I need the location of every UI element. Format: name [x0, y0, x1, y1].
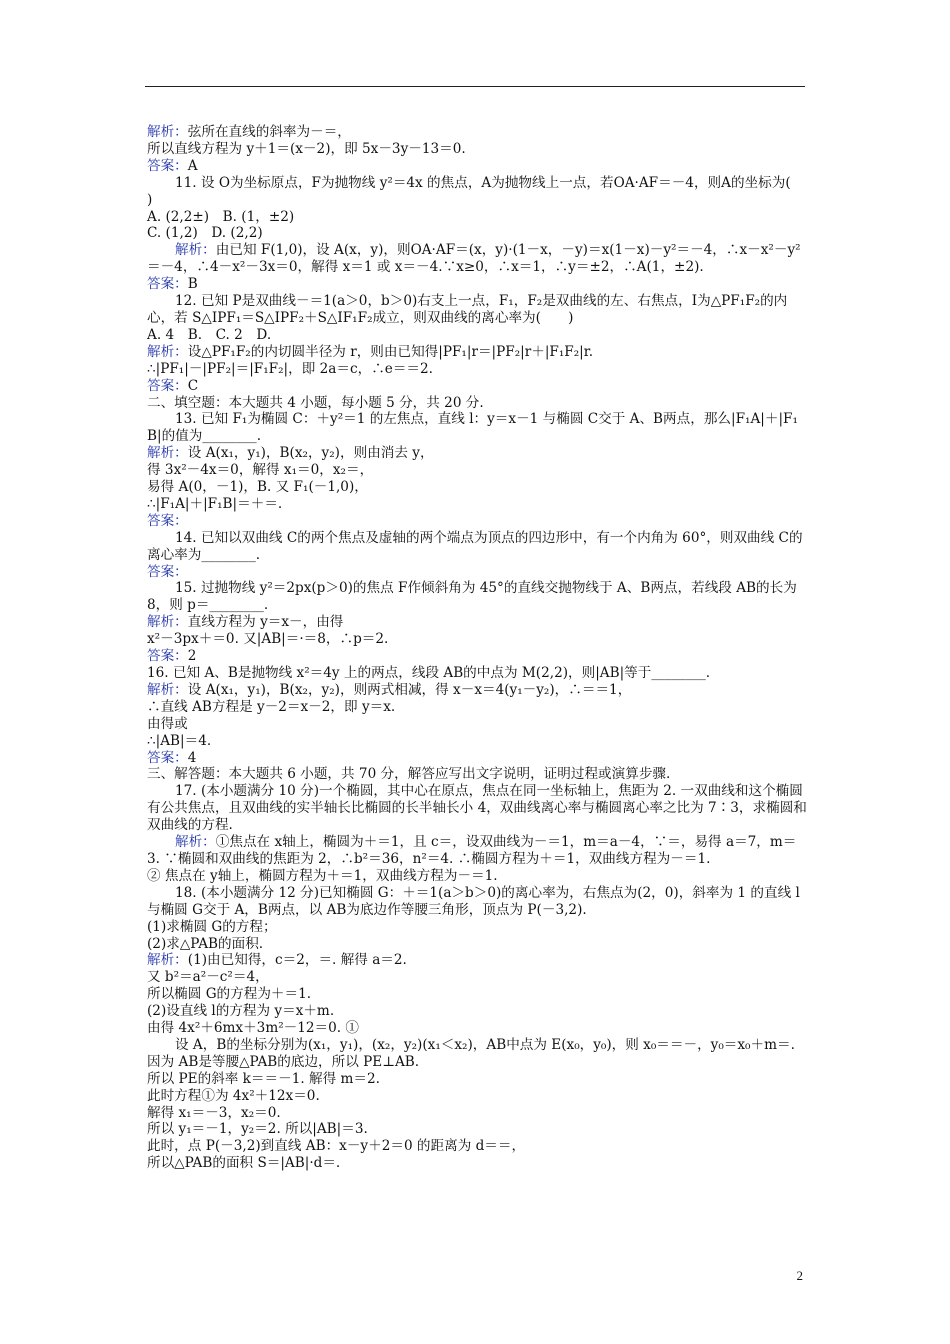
text-line [147, 631, 807, 648]
text-line [147, 1003, 807, 1020]
text-line [147, 1088, 807, 1105]
text-line [147, 1138, 807, 1155]
analysis-label: 解析： [175, 834, 216, 851]
line-text: A. 4 B. C. 2 D. [147, 326, 272, 343]
text-line [147, 158, 807, 175]
text-line [147, 344, 807, 361]
text-line [147, 1155, 807, 1172]
line-text: 设 A(x₁，y₁)，B(x₂，y₂)，则两式相减，得 x－x＝4(y₁－y₂)，∴＝＝1， [187, 681, 632, 698]
analysis-label: 解析： [147, 124, 188, 140]
text-line [147, 969, 807, 986]
line-text: 由已知 F(1,0)，设 A(x，y)，则OA·AF＝(x，y)·(1－x，－y)＝x(1－x)－y²＝－4，∴x－x²－y²＝－4，∴4－x²－3x＝0，解得 x＝1 或 x＝－4.∵x≥0，∴x＝1，∴y＝±2，∴A(1，±2). [147, 242, 801, 276]
text-line [147, 1054, 807, 1071]
text-line [147, 513, 807, 530]
line-text: 17. (本小题满分 10 分)一个椭圆，其中心在原点，焦点在同一坐标轴上，焦距为 2. 一双曲线和这个椭圆有公共焦点，且双曲线的实半轴长比椭圆的长半轴长小 4，双曲线离心率与椭圆离心率之比为 7∶3，求椭圆和双曲线的方程. [147, 783, 807, 834]
text-line [147, 1105, 807, 1122]
text-line [147, 716, 807, 733]
analysis-label: 解析： [175, 242, 216, 259]
line-text: 设 A，B的坐标分别为(x₁，y₁)，(x₂，y₂)(x₁＜x₂)，AB中点为 E(x₀，y₀)，则 x₀＝＝－，y₀＝x₀＋m＝. [175, 1036, 795, 1053]
line-text: 此时方程①为 4x²＋12x＝0. [147, 1087, 320, 1104]
text-line [147, 411, 807, 445]
text-line [147, 361, 807, 378]
line-text: 所以直线方程为 y＋1＝(x－2)，即 5x－3y－13＝0. [147, 140, 466, 157]
line-text: 14. 已知以双曲线 C的两个焦点及虚轴的两个端点为顶点的四边形中，有一个内角为 60°，则双曲线 C的离心率为________. [147, 529, 803, 563]
analysis-label: 解析： [147, 681, 188, 698]
line-text: 13. 已知 F₁为椭圆 C：＋y²＝1 的左焦点，直线 l：y＝x－1 与椭圆 C交于 A、B两点，那么|F₁A|＋|F₁B|的值为________. [147, 411, 798, 445]
line-text: 16. 已知 A、B是抛物线 x²＝4y 上的两点，线段 AB的中点为 M(2,2)，则|AB|等于________. [147, 665, 711, 681]
text-line [147, 580, 807, 614]
line-text: 解得 x₁＝－3，x₂＝0. [147, 1104, 281, 1121]
line-text: 又 b²＝a²－c²＝4， [147, 969, 269, 986]
text-line [147, 276, 807, 293]
line-text: x²－3px＋＝0. 又|AB|＝·＝8，∴p＝2. [147, 631, 389, 648]
line-text: 12. 已知 P是双曲线－＝1(a＞0，b＞0)右支上一点，F₁，F₂是双曲线的左、右焦点，I为△PF₁F₂的内心，若 S△IPF₁＝S△IPF₂＋S△IF₁F₂成立，则双曲线的离心率为( ) [147, 293, 788, 326]
answer-label: 答案： [147, 749, 188, 766]
line-text: 得 3x²－4x＝0，解得 x₁＝0，x₂＝， [147, 462, 374, 479]
analysis-label: 解析： [147, 952, 188, 969]
line-text: 11. 设 O为坐标原点，F为抛物线 y²＝4x 的焦点，A为抛物线上一点，若OA·AF＝－4，则A的坐标为( ) [147, 174, 818, 208]
text-line [147, 242, 807, 276]
text-line [147, 682, 807, 699]
text-line [147, 868, 807, 885]
text-line [147, 665, 807, 682]
line-text: 2 [187, 648, 197, 665]
text-line [147, 699, 807, 716]
answer-label: 答案： [147, 563, 188, 580]
line-text: (1)求椭圆 G的方程； [147, 918, 277, 935]
line-text: 由得或 [147, 715, 188, 732]
text-line [147, 378, 807, 395]
line-text: 所以△PAB的面积 S＝|AB|·d＝. [147, 1155, 341, 1172]
text-line [147, 445, 807, 462]
text-line [147, 834, 807, 868]
line-text: (2)求△PAB的面积. [147, 935, 264, 952]
line-text: 由得 4x²＋6mx＋3m²－12＝0. ① [147, 1020, 360, 1037]
line-text: 弦所在直线的斜率为－＝， [187, 124, 351, 140]
text-line [147, 479, 807, 496]
analysis-label: 解析： [147, 445, 188, 462]
line-text: 所以 y₁＝－1，y₂＝2. 所以|AB|＝3. [147, 1121, 368, 1138]
line-text: 此时，点 P(－3,2)到直线 AB：x－y＋2＝0 的距离为 d＝＝， [147, 1138, 526, 1155]
line-text: 15. 过抛物线 y²＝2px(p＞0)的焦点 F作倾斜角为 45°的直线交抛物线于 A、B两点，若线段 AB的长为 8，则 p＝________. [147, 580, 797, 614]
line-text: ② 焦点在 y轴上，椭圆方程为＋＝1，双曲线方程为－＝1. [147, 867, 498, 884]
text-line [147, 1071, 807, 1088]
text-line [147, 952, 807, 969]
line-text: C [187, 377, 199, 394]
text-line [147, 766, 807, 783]
analysis-label: 解析： [147, 614, 188, 631]
page-number: 2 [796, 1268, 803, 1283]
text-line [147, 530, 807, 564]
text-line [147, 141, 807, 158]
text-line [147, 648, 807, 665]
analysis-label: 解析： [147, 343, 188, 360]
line-text: ∴直线 AB方程是 y－2＝x－2，即 y＝x. [147, 698, 396, 715]
text-line [147, 1121, 807, 1138]
line-text: ∴|PF₁|－|PF₂|＝|F₁F₂|，即 2a＝c，∴e＝＝2. [147, 360, 433, 377]
text-line [147, 919, 807, 936]
line-text: ∴|AB|＝4. [147, 732, 212, 749]
text-line [147, 750, 807, 767]
page-body [147, 124, 818, 1172]
text-line [147, 885, 807, 919]
line-text: (1)由已知得，c＝2，＝. 解得 a＝2. [187, 952, 407, 969]
line-text: 18. (本小题满分 12 分)已知椭圆 G：＋＝1(a＞b＞0)的离心率为，右焦点为(2，0)，斜率为 1 的直线 l与椭圆 G交于 A，B两点，以 AB为底边作等腰三角形，顶点为 P(－3,2). [147, 884, 800, 918]
line-text: 三、解答题：本大题共 6 小题，共 70 分，解答应写出文字说明，证明过程或演算步骤. [147, 766, 671, 783]
line-text: 所以椭圆 G的方程为＋＝1. [147, 986, 312, 1003]
line-text: B [187, 276, 198, 293]
text-line [147, 564, 807, 581]
text-line [147, 174, 818, 209]
answer-label: 答案： [147, 648, 188, 665]
answer-label: 答案： [147, 276, 188, 293]
line-text: ∴|F₁A|＋|F₁B|＝＋＝. [147, 495, 283, 512]
text-line [147, 327, 807, 344]
text-line [147, 936, 807, 953]
line-text: A. (2,2±) B. (1，±2) [147, 208, 295, 225]
line-text: 因为 AB是等腰△PAB的底边，所以 PE⊥AB. [147, 1053, 420, 1070]
line-text: 设△PF₁F₂的内切圆半径为 r，则由已知得|PF₁|r＝|PF₂|r＋|F₁F₂|r. [187, 343, 594, 360]
header-rule [145, 86, 805, 87]
line-text: A [187, 157, 198, 174]
text-line [147, 1020, 807, 1037]
text-line [147, 733, 807, 750]
text-line [147, 462, 807, 479]
line-text: 4 [187, 749, 197, 766]
answer-label: 答案： [147, 377, 188, 394]
line-text: 设 A(x₁，y₁)，B(x₂，y₂)，则由消去 y， [187, 445, 434, 462]
text-line [147, 209, 807, 226]
text-line [147, 986, 807, 1003]
text-line [147, 496, 807, 513]
text-line [147, 1037, 807, 1054]
line-text: 易得 A(0，－1)，B. 又 F₁(－1,0)， [147, 479, 368, 496]
text-line [147, 124, 807, 141]
line-text: 所以 PE的斜率 k＝＝－1. 解得 m＝2. [147, 1070, 380, 1087]
text-line [147, 614, 807, 631]
answer-label: 答案： [147, 512, 188, 529]
line-text: (2)设直线 l的方程为 y＝x＋m. [147, 1003, 335, 1020]
text-line [147, 293, 807, 327]
line-text: 直线方程为 y＝x－，由得 [187, 614, 344, 631]
text-line [147, 225, 807, 242]
line-text: 二、填空题：本大题共 4 小题，每小题 5 分，共 20 分. [147, 394, 484, 411]
answer-label: 答案： [147, 157, 188, 174]
text-line [147, 783, 807, 834]
line-text: ①焦点在 x轴上，椭圆为＋＝1，且 c＝，设双曲线为－＝1，m＝a－4，∵＝，易得 a＝7，m＝3. ∵椭圆和双曲线的焦距为 2，∴b²＝36，n²＝4. ∴椭圆方程为＋＝1，双曲线方程为－＝1. [147, 834, 797, 867]
line-text: C. (1,2) D. (2,2) [147, 225, 263, 242]
text-line [147, 395, 807, 412]
